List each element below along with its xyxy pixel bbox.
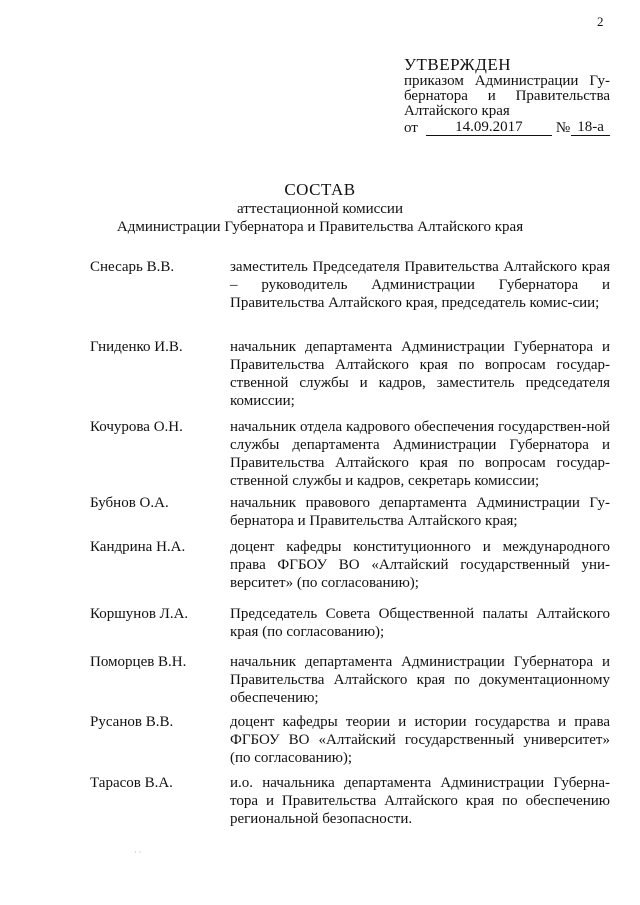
member-name: Кочурова О.Н. — [90, 419, 183, 435]
approval-date: 14.09.2017 — [426, 120, 552, 136]
approval-line: бернатора и Правительства — [404, 88, 610, 104]
member-name: Гниденко И.В. — [90, 339, 183, 355]
member-name: Поморцев В.Н. — [90, 654, 187, 670]
approval-stamp — [404, 56, 610, 136]
page-number: 2 — [597, 14, 604, 29]
member-role: начальник департамента Администрации Губернатора и Правительства Алтайского края по вопросам государ-ственной службы и кадров, заместитель председателя комиссии; — [230, 339, 610, 409]
approval-line: Алтайского края — [404, 103, 510, 119]
document-subtitle: Администрации Губернатора и Правительства Алтайского края — [116, 219, 524, 235]
member-role: начальник правового департамента Администрации Гу-бернатора и Правительства Алтайского края; — [230, 495, 610, 529]
member-role: начальник департамента Администрации Губернатора и Правительства Алтайского края по документационному обеспечению; — [230, 654, 610, 706]
member-name: Снесарь В.В. — [90, 259, 175, 275]
approval-date-line — [404, 120, 610, 136]
member-role: Председатель Совета Общественной палаты Алтайского края (по согласованию); — [230, 606, 610, 640]
member-name: Русанов В.В. — [90, 714, 174, 730]
document-title: СОСТАВ — [284, 180, 356, 199]
member-name: Коршунов Л.А. — [90, 606, 189, 622]
date-prefix: от — [404, 120, 418, 136]
approval-number: 18-а — [571, 120, 610, 136]
member-role: заместитель Председателя Правительства Алтайского края – руководитель Администрации Губернатора и Правительства Алтайского края, председатель комис-сии; — [230, 259, 610, 311]
number-prefix: № — [555, 120, 571, 136]
member-name: Кандрина Н.А. — [90, 539, 186, 555]
member-name: Тарасов В.А. — [90, 775, 173, 791]
scan-marks: · · — [134, 848, 142, 857]
approval-heading: УТВЕРЖДЕН — [404, 55, 511, 74]
document-subtitle: аттестационной комиссии — [237, 201, 403, 217]
member-role: начальник отдела кадрового обеспечения государствен-ной службы департамента Администрации Губернатора и Правительства Алтайского края по вопросам государ-ственной службы и кадров, секретарь комиссии; — [230, 419, 610, 489]
member-role: доцент кафедры теории и истории государства и права ФГБОУ ВО «Алтайский государственный университет» (по согласованию); — [230, 714, 610, 766]
member-role: и.о. начальника департамента Администрации Губерна-тора и Правительства Алтайского края по обеспечению региональной безопасности. — [230, 775, 610, 827]
approval-line: приказом Администрации Гу- — [404, 73, 610, 89]
member-role: доцент кафедры конституционного и международного права ФГБОУ ВО «Алтайский государственный уни-верситет» (по согласованию); — [230, 539, 610, 591]
member-name: Бубнов О.А. — [90, 495, 169, 511]
